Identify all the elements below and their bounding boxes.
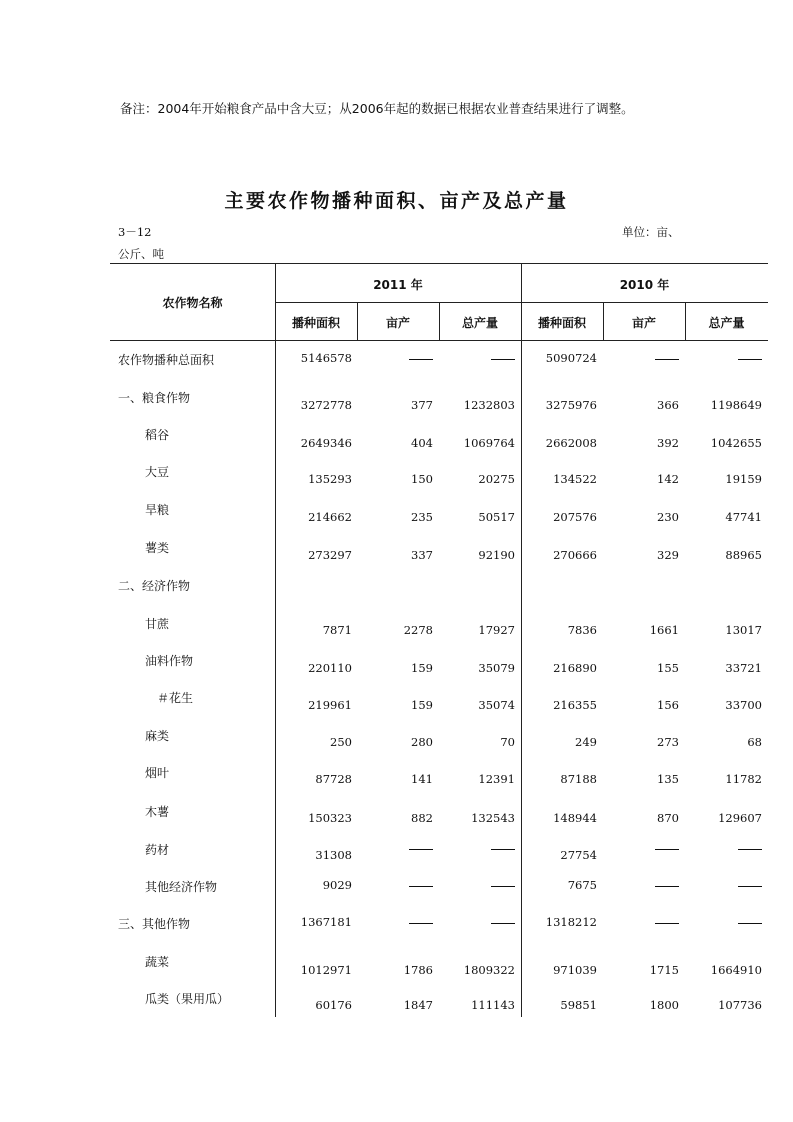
- cell-output-2010: 1664910: [710, 963, 762, 977]
- cell-output-2010: 1042655: [710, 436, 762, 450]
- cell-yield-2011: 404: [411, 436, 433, 450]
- cell-yield-2010: 870: [657, 811, 679, 825]
- cell-yield-2011: 150: [411, 472, 433, 486]
- cell-area-2010: 148944: [553, 811, 597, 825]
- cell-area-2011: 7871: [322, 623, 352, 637]
- row-label: 其他经济作物: [145, 880, 218, 894]
- cell-yield-2010: 142: [657, 472, 679, 486]
- cell-yield-2010: 273: [657, 735, 679, 749]
- row-label: 稻谷: [145, 428, 170, 442]
- cell-dash-yield-2011: [409, 923, 433, 924]
- cell-dash-yield-2011: [409, 359, 433, 360]
- header-year-2010: 2010 年: [619, 278, 670, 292]
- cell-yield-2011: 377: [411, 398, 433, 412]
- col-divider-name: [275, 263, 276, 1017]
- cell-area-2010: 207576: [553, 510, 597, 524]
- cell-output-2010: 107736: [718, 998, 762, 1012]
- cell-output-2010: 19159: [725, 472, 762, 486]
- cell-yield-2011: 235: [411, 510, 433, 524]
- cell-dash-yield-2010: [655, 359, 679, 360]
- cell-yield-2011: 337: [411, 548, 433, 562]
- header-col-yield-2010: 亩产: [631, 316, 656, 330]
- cell-output-2011: 35079: [478, 661, 515, 675]
- cell-dash-yield-2010: [655, 886, 679, 887]
- col-divider-year: [521, 263, 522, 1017]
- header-col-area-2010: 播种面积: [537, 316, 586, 330]
- cell-yield-2011: 2278: [403, 623, 433, 637]
- row-label: 药材: [145, 843, 170, 857]
- cell-area-2010: 249: [575, 735, 597, 749]
- cell-output-2011: 1232803: [463, 398, 515, 412]
- cell-area-2010: 59851: [560, 998, 597, 1012]
- cell-output-2010: 68: [747, 735, 762, 749]
- cell-yield-2011: 159: [411, 661, 433, 675]
- row-label: 油料作物: [145, 654, 194, 668]
- unit-label: 单位：亩、: [622, 225, 680, 239]
- cell-dash-yield-2010: [655, 849, 679, 850]
- row-label: 农作物播种总面积: [118, 353, 215, 367]
- row-label: 瓜类（果用瓜）: [145, 992, 230, 1006]
- cell-output-2011: 50517: [478, 510, 515, 524]
- cell-dash-output-2010: [738, 886, 762, 887]
- cell-area-2010: 1318212: [545, 915, 597, 929]
- cell-area-2010: 87188: [560, 772, 597, 786]
- cell-yield-2011: 1786: [403, 963, 433, 977]
- cell-yield-2010: 1800: [649, 998, 679, 1012]
- header-crop-name: 农作物名称: [162, 296, 223, 310]
- header-col-output-2011: 总产量: [461, 316, 498, 330]
- cell-output-2010: 88965: [725, 548, 762, 562]
- row-label: 木薯: [145, 805, 170, 819]
- cell-yield-2010: 1661: [649, 623, 679, 637]
- cell-yield-2010: 230: [657, 510, 679, 524]
- row-label: ＃花生: [157, 691, 194, 705]
- cell-area-2011: 9029: [322, 878, 352, 892]
- cell-area-2010: 270666: [553, 548, 597, 562]
- cell-area-2010: 2662008: [545, 436, 597, 450]
- cell-yield-2010: 366: [657, 398, 679, 412]
- cell-yield-2011: 882: [411, 811, 433, 825]
- header-col-yield-2011: 亩产: [385, 316, 410, 330]
- cell-area-2011: 250: [330, 735, 352, 749]
- row-label: 旱粮: [145, 503, 170, 517]
- cell-area-2011: 220110: [308, 661, 352, 675]
- header-bottom-border: [110, 340, 768, 341]
- cell-output-2011: 17927: [478, 623, 515, 637]
- cell-area-2010: 3275976: [545, 398, 597, 412]
- cell-area-2011: 31308: [315, 848, 352, 862]
- cell-output-2011: 20275: [478, 472, 515, 486]
- row-label: 甘蔗: [145, 617, 170, 631]
- row-label: 烟叶: [145, 766, 170, 780]
- cell-area-2011: 87728: [315, 772, 352, 786]
- cell-output-2011: 111143: [471, 998, 515, 1012]
- cell-output-2011: 12391: [478, 772, 515, 786]
- row-label: 一、粮食作物: [118, 391, 191, 405]
- table-top-border: [110, 263, 768, 264]
- cell-yield-2011: 280: [411, 735, 433, 749]
- cell-yield-2010: 329: [657, 548, 679, 562]
- cell-dash-yield-2011: [409, 849, 433, 850]
- row-label: 二、经济作物: [118, 579, 191, 593]
- cell-output-2010: 13017: [725, 623, 762, 637]
- footnote: 备注：2004年开始粮食产品中含大豆；从2006年起的数据已根据农业普查结果进行了调整。: [120, 101, 634, 116]
- row-label: 薯类: [145, 541, 170, 555]
- cell-area-2011: 135293: [308, 472, 352, 486]
- cell-area-2010: 7836: [567, 623, 597, 637]
- cell-output-2010: 33721: [725, 661, 762, 675]
- cell-area-2010: 971039: [553, 963, 597, 977]
- cell-area-2011: 3272778: [300, 398, 352, 412]
- cell-output-2010: 129607: [718, 811, 762, 825]
- cell-output-2010: 11782: [725, 772, 762, 786]
- cell-area-2010: 216890: [553, 661, 597, 675]
- cell-dash-yield-2010: [655, 923, 679, 924]
- cell-yield-2010: 1715: [649, 963, 679, 977]
- cell-area-2011: 219961: [308, 698, 352, 712]
- cell-area-2010: 216355: [553, 698, 597, 712]
- cell-output-2011: 70: [500, 735, 515, 749]
- cell-output-2010: 1198649: [710, 398, 762, 412]
- cell-output-2011: 35074: [478, 698, 515, 712]
- table-code: 3－12: [118, 225, 152, 239]
- cell-area-2011: 150323: [308, 811, 352, 825]
- cell-dash-output-2010: [738, 923, 762, 924]
- cell-area-2011: 2649346: [300, 436, 352, 450]
- cell-yield-2010: 135: [657, 772, 679, 786]
- cell-area-2010: 7675: [567, 878, 597, 892]
- row-label: 三、其他作物: [118, 917, 191, 931]
- cell-area-2011: 1012971: [300, 963, 352, 977]
- cell-area-2011: 214662: [308, 510, 352, 524]
- cell-yield-2011: 1847: [403, 998, 433, 1012]
- row-label: 蔬菜: [145, 955, 170, 969]
- cell-output-2010: 33700: [725, 698, 762, 712]
- cell-yield-2010: 392: [657, 436, 679, 450]
- cell-area-2010: 5090724: [545, 351, 597, 365]
- header-col-area-2011: 播种面积: [291, 316, 340, 330]
- table-title: 主要农作物播种面积、亩产及总产量: [224, 190, 569, 212]
- header-year-2011: 2011 年: [373, 278, 423, 292]
- cell-output-2011: 132543: [471, 811, 515, 825]
- cell-yield-2011: 159: [411, 698, 433, 712]
- cell-yield-2011: 141: [411, 772, 433, 786]
- cell-area-2010: 27754: [560, 848, 597, 862]
- cell-yield-2010: 155: [657, 661, 679, 675]
- cell-dash-yield-2011: [409, 886, 433, 887]
- row-label: 大豆: [145, 465, 170, 479]
- cell-output-2011: 1809322: [463, 963, 515, 977]
- cell-area-2010: 134522: [553, 472, 597, 486]
- cell-dash-output-2010: [738, 359, 762, 360]
- cell-area-2011: 5146578: [300, 351, 352, 365]
- cell-dash-output-2010: [738, 849, 762, 850]
- cell-output-2010: 47741: [725, 510, 762, 524]
- row-label: 麻类: [145, 729, 170, 743]
- cell-output-2011: 1069764: [463, 436, 515, 450]
- cell-yield-2010: 156: [657, 698, 679, 712]
- cell-area-2011: 1367181: [300, 915, 352, 929]
- header-col-output-2010: 总产量: [708, 316, 745, 330]
- cell-area-2011: 60176: [315, 998, 352, 1012]
- cell-area-2011: 273297: [308, 548, 352, 562]
- cell-output-2011: 92190: [478, 548, 515, 562]
- unit-label-continued: 公斤、吨: [118, 247, 164, 261]
